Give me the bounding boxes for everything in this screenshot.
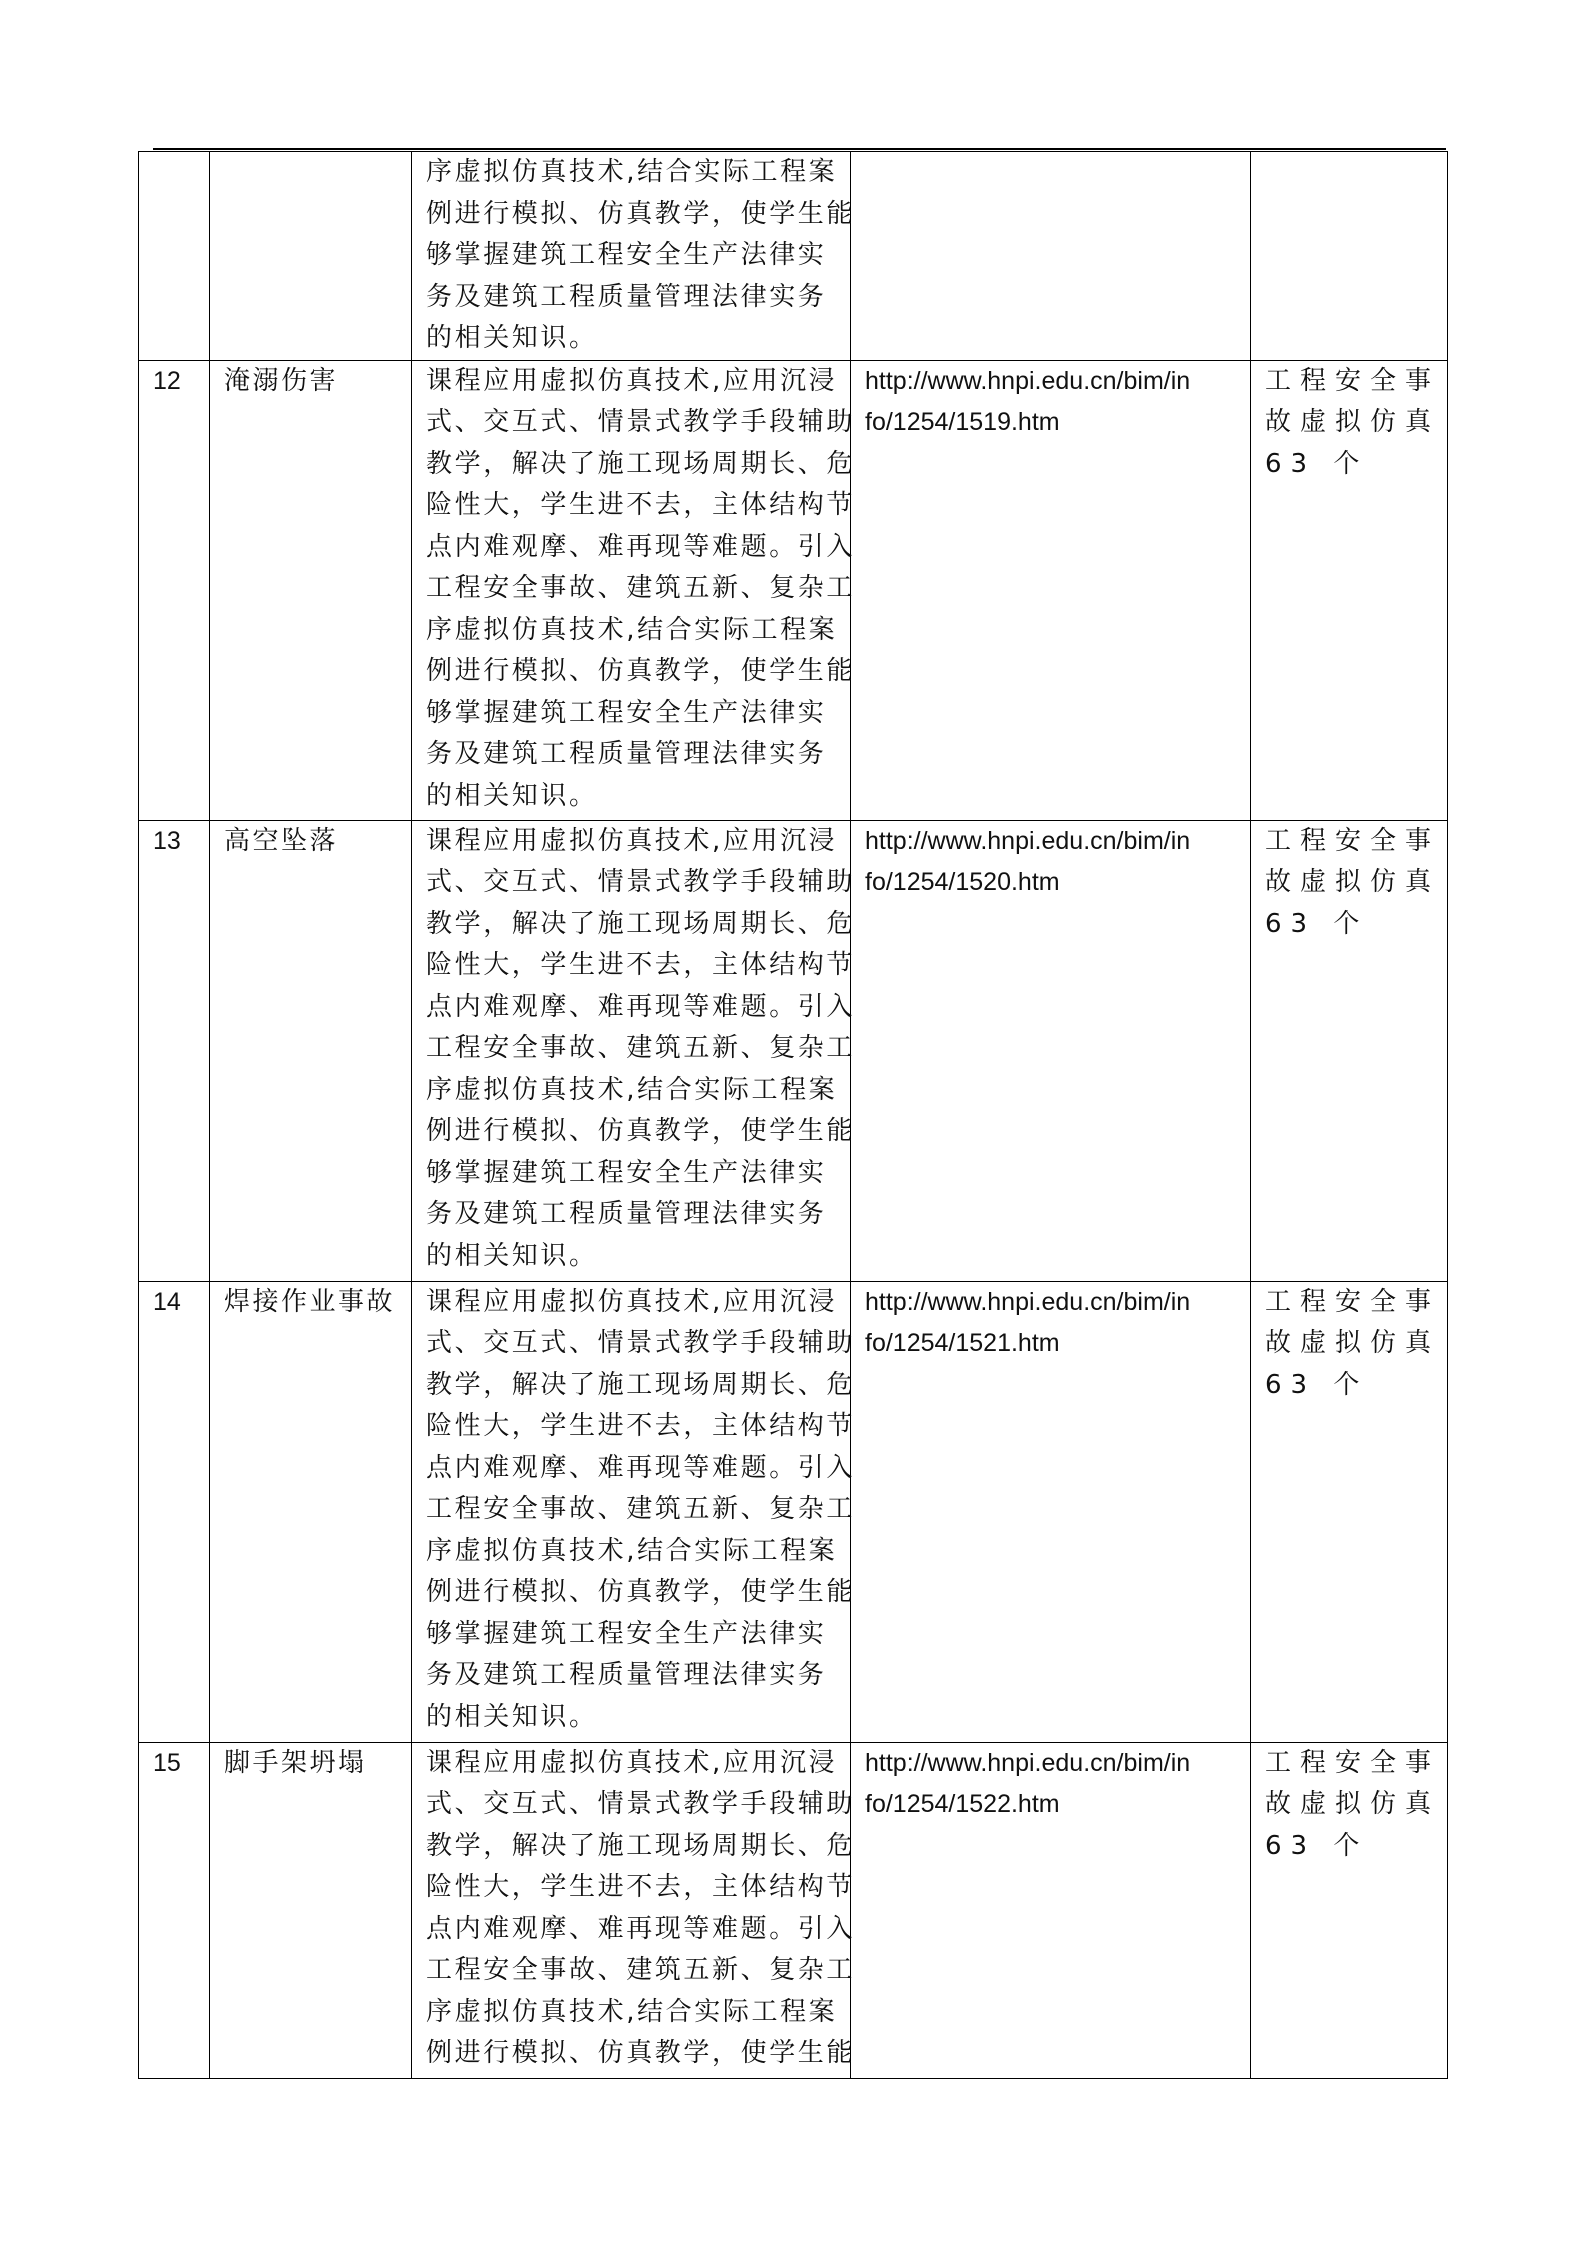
description-cell — [412, 1742, 856, 2078]
resource-cell — [1251, 1742, 1448, 2078]
description-cell-line: 够掌握建筑工程安全生产法律实 — [426, 1157, 827, 1188]
resource-cell-line: 63 个 — [1265, 448, 1369, 479]
resource-cell — [1251, 360, 1448, 820]
description-cell-line: 点内难观摩、难再现等难题。引入 — [426, 531, 856, 562]
row-number-cell — [139, 152, 210, 361]
case-name-cell — [210, 1742, 412, 2078]
case-name-cell-text: 脚手架坍塌 — [224, 1747, 367, 1778]
row-number-cell — [139, 1742, 210, 2078]
description-cell-line: 式、交互式、情景式教学手段辅助 — [426, 1789, 856, 1819]
resource-cell — [1251, 152, 1448, 361]
description-cell — [412, 152, 856, 361]
description-cell-line: 例进行模拟、仿真教学，使学生能 — [426, 1116, 856, 1146]
url-link-cell[interactable] — [851, 152, 1251, 361]
resource-cell-line: 工程安全事 — [1265, 1747, 1441, 1778]
url-link-cell-line[interactable]: http://www.hnpi.edu.cn/bim/in — [865, 1287, 1191, 1316]
row-number-cell-text: 14 — [153, 1287, 181, 1316]
description-cell — [412, 820, 856, 1281]
table-body — [139, 152, 1448, 2079]
url-link-cell-line[interactable]: fo/1254/1521.htm — [865, 1329, 1060, 1357]
resource-cell — [1251, 1281, 1448, 1742]
resource-cell-line: 故虚拟仿真 — [1265, 1789, 1441, 1819]
table-row — [139, 1742, 1448, 2078]
description-cell-line: 序虚拟仿真技术,结合实际工程案 — [426, 157, 838, 187]
description-cell-line: 例进行模拟、仿真教学，使学生能 — [426, 656, 856, 686]
description-cell-line: 的相关知识。 — [426, 1701, 598, 1732]
description-cell-line: 课程应用虚拟仿真技术,应用沉浸 — [426, 1747, 838, 1778]
table-row — [139, 820, 1448, 1281]
resource-cell-line: 故虚拟仿真 — [1265, 407, 1441, 437]
case-name-cell — [210, 152, 412, 361]
row-number-cell — [139, 820, 210, 1281]
table-row — [139, 152, 1448, 361]
description-cell-line: 险性大，学生进不去，主体结构节 — [426, 1872, 856, 1902]
description-cell-line: 序虚拟仿真技术,结合实际工程案 — [426, 1535, 838, 1566]
resource-cell-line: 63 个 — [1265, 908, 1369, 939]
description-cell-line: 式、交互式、情景式教学手段辅助 — [426, 867, 856, 897]
description-cell — [412, 1281, 856, 1742]
description-cell-line: 险性大，学生进不去，主体结构节 — [426, 950, 856, 980]
row-number-cell — [139, 1281, 210, 1742]
url-link-cell-line[interactable]: http://www.hnpi.edu.cn/bim/in — [865, 826, 1191, 855]
resource-cell-line: 故虚拟仿真 — [1265, 1328, 1441, 1358]
resource-cell-line: 工程安全事 — [1265, 825, 1441, 856]
description-cell-line: 教学，解决了施工现场周期长、危 — [426, 448, 856, 479]
description-cell-line: 工程安全事故、建筑五新、复杂工 — [426, 1494, 856, 1524]
url-link-cell[interactable] — [851, 360, 1251, 820]
description-cell-line: 够掌握建筑工程安全生产法律实 — [426, 240, 827, 270]
resource-cell — [1251, 820, 1448, 1281]
description-cell-line: 务及建筑工程质量管理法律实务 — [426, 281, 827, 312]
description-cell-line: 序虚拟仿真技术,结合实际工程案 — [426, 1074, 838, 1105]
description-cell-line: 的相关知识。 — [426, 323, 598, 353]
description-cell-line: 课程应用虚拟仿真技术,应用沉浸 — [426, 825, 838, 856]
description-cell-line: 教学，解决了施工现场周期长、危 — [426, 1369, 856, 1400]
resource-cell-line: 63 个 — [1265, 1830, 1369, 1861]
case-name-cell — [210, 360, 412, 820]
description-cell-line: 工程安全事故、建筑五新、复杂工 — [426, 573, 856, 603]
resource-cell-line: 工程安全事 — [1265, 365, 1441, 396]
table-row — [139, 1281, 1448, 1742]
description-cell-line: 序虚拟仿真技术,结合实际工程案 — [426, 614, 838, 645]
description-cell-line: 务及建筑工程质量管理法律实务 — [426, 1199, 827, 1229]
description-cell-line: 点内难观摩、难再现等难题。引入 — [426, 1452, 856, 1483]
description-cell-line: 的相关知识。 — [426, 780, 598, 811]
resource-table — [138, 151, 1448, 2079]
table-row — [139, 360, 1448, 820]
url-link-cell[interactable] — [851, 1281, 1251, 1742]
case-name-cell-text: 高空坠落 — [224, 825, 339, 856]
row-number-cell-text: 12 — [153, 366, 181, 395]
url-link-cell[interactable] — [851, 820, 1251, 1281]
description-cell-line: 例进行模拟、仿真教学，使学生能 — [426, 198, 856, 229]
description-cell-line: 够掌握建筑工程安全生产法律实 — [426, 697, 827, 728]
description-cell-line: 工程安全事故、建筑五新、复杂工 — [426, 1033, 856, 1063]
description-cell-line: 务及建筑工程质量管理法律实务 — [426, 739, 827, 769]
url-link-cell-line[interactable]: fo/1254/1520.htm — [865, 868, 1060, 896]
description-cell-line: 点内难观摩、难再现等难题。引入 — [426, 991, 856, 1022]
resource-cell-line: 63 个 — [1265, 1369, 1369, 1400]
description-cell-line: 课程应用虚拟仿真技术,应用沉浸 — [426, 365, 838, 396]
row-number-cell-text: 13 — [153, 826, 181, 855]
description-cell-line: 例进行模拟、仿真教学，使学生能 — [426, 1577, 856, 1607]
description-cell-line: 课程应用虚拟仿真技术,应用沉浸 — [426, 1286, 838, 1317]
description-cell-line: 教学，解决了施工现场周期长、危 — [426, 1830, 856, 1861]
description-cell — [412, 360, 856, 820]
row-number-cell-text: 15 — [153, 1748, 181, 1777]
description-cell-line: 工程安全事故、建筑五新、复杂工 — [426, 1955, 856, 1985]
description-cell-line: 序虚拟仿真技术,结合实际工程案 — [426, 1996, 838, 2027]
description-cell-line: 例进行模拟、仿真教学，使学生能 — [426, 2038, 856, 2068]
url-link-cell-line[interactable]: fo/1254/1519.htm — [865, 408, 1060, 436]
url-link-cell-line[interactable]: fo/1254/1522.htm — [865, 1790, 1060, 1818]
case-name-cell-text: 淹溺伤害 — [224, 365, 339, 396]
description-cell-line: 教学，解决了施工现场周期长、危 — [426, 908, 856, 939]
description-cell-line: 险性大，学生进不去，主体结构节 — [426, 490, 856, 520]
url-link-cell-line[interactable]: http://www.hnpi.edu.cn/bim/in — [865, 366, 1191, 395]
url-link-cell[interactable] — [851, 1742, 1251, 2078]
description-cell-line: 险性大，学生进不去，主体结构节 — [426, 1411, 856, 1441]
resource-cell-line: 故虚拟仿真 — [1265, 867, 1441, 897]
resource-cell-line: 工程安全事 — [1265, 1286, 1441, 1317]
url-link-cell-line[interactable]: http://www.hnpi.edu.cn/bim/in — [865, 1748, 1191, 1777]
description-cell-line: 够掌握建筑工程安全生产法律实 — [426, 1618, 827, 1649]
description-cell-line: 务及建筑工程质量管理法律实务 — [426, 1660, 827, 1690]
description-cell-line: 式、交互式、情景式教学手段辅助 — [426, 1328, 856, 1358]
case-name-cell — [210, 820, 412, 1281]
row-number-cell — [139, 360, 210, 820]
case-name-cell — [210, 1281, 412, 1742]
description-cell-line: 的相关知识。 — [426, 1240, 598, 1271]
header-rule — [153, 148, 1446, 150]
description-cell-line: 点内难观摩、难再现等难题。引入 — [426, 1913, 856, 1944]
case-name-cell-text: 焊接作业事故 — [224, 1286, 396, 1317]
description-cell-line: 式、交互式、情景式教学手段辅助 — [426, 407, 856, 437]
